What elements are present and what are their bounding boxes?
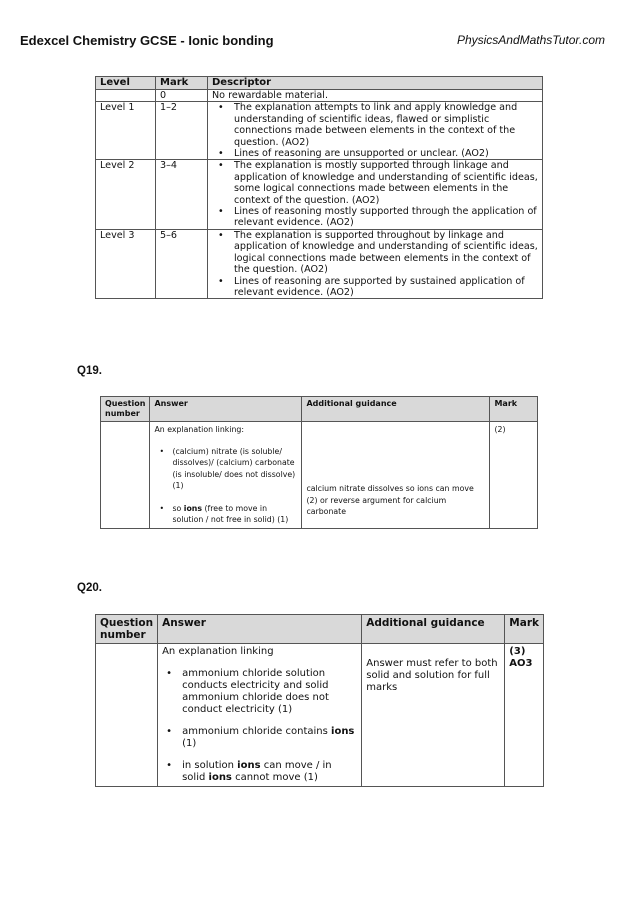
col-mark-header: Mark: [505, 615, 544, 644]
list-item: [182, 760, 357, 784]
list-item: • The explanation is mostly supported through linkage and application of knowledge and understanding of scientific ideas, some logical connections made between elements in the context of the question. (AO2): [234, 160, 538, 206]
table-row: [96, 644, 544, 787]
table-row: [96, 102, 543, 160]
table-row: [96, 229, 543, 298]
assessment-objective: AO3: [509, 658, 533, 669]
level-cell: Level 3: [96, 229, 156, 298]
site-name: PhysicsAndMathsTutor.com: [456, 33, 605, 47]
guidance-cell: [362, 644, 505, 787]
answer-text: so: [172, 503, 184, 513]
q19-label: Q19.: [77, 365, 102, 377]
table-row: [96, 90, 543, 102]
col-descriptor-header: Descriptor: [208, 77, 543, 90]
answer-keyword: ions: [237, 760, 261, 771]
answer-cell: [158, 644, 362, 787]
mark-cell: [505, 644, 544, 787]
descriptor-list: [212, 102, 538, 159]
guidance-cell: [302, 422, 490, 529]
list-item: [172, 503, 297, 526]
table-row: [101, 422, 538, 529]
answer-list: [162, 668, 357, 784]
table-header-row: [96, 615, 544, 644]
guidance-text: Answer must refer to both solid and solution for full marks: [366, 658, 498, 693]
col-guidance-header: Additional guidance: [302, 397, 490, 422]
descriptor-cell: [208, 160, 543, 229]
level-cell: [96, 90, 156, 102]
col-mark-header: Mark: [490, 397, 538, 422]
descriptor-cell: [208, 229, 543, 298]
answer-text: cannot move (1): [231, 772, 318, 783]
q20-table: [95, 614, 544, 787]
mark-cell: 0: [156, 90, 208, 102]
table-header-row: [96, 77, 543, 90]
answer-intro: An explanation linking: [162, 646, 274, 657]
col-guidance-header: Additional guidance: [362, 615, 505, 644]
mark-cell: 1–2: [156, 102, 208, 160]
list-item: • Lines of reasoning are supported by sustained application of relevant evidence. (AO2): [234, 276, 538, 299]
descriptor-list: [212, 230, 538, 298]
col-level-header: Level: [96, 77, 156, 90]
question-number-cell: [101, 422, 150, 529]
col-answer-header: Answer: [150, 397, 302, 422]
col-answer-header: Answer: [158, 615, 362, 644]
answer-keyword: ions: [208, 772, 232, 783]
mark-cell: 3–4: [156, 160, 208, 229]
answer-text: ammonium chloride contains: [182, 726, 332, 737]
descriptor-cell: [208, 102, 543, 160]
answer-text: (1): [182, 738, 197, 749]
col-question-number-header: Question number: [101, 397, 150, 422]
level-cell: Level 2: [96, 160, 156, 229]
levels-table: [95, 76, 543, 299]
guidance-text: calcium nitrate dissolves so ions can move (2) or reverse argument for calcium carbonate: [306, 484, 474, 516]
list-item: • The explanation attempts to link and apply knowledge and understanding of scientific ideas, flawed or simplistic connections made between elements in the context of the question. (AO2): [234, 102, 538, 148]
list-item: • ammonium chloride solution conducts electricity and solid ammonium chloride does not conduct electricity (1): [182, 668, 357, 716]
table-header-row: [101, 397, 538, 422]
mark-value: (2): [494, 425, 506, 434]
table-row: [96, 160, 543, 229]
answer-text: can move / in solid: [182, 760, 332, 783]
answer-keyword: ions: [183, 503, 202, 513]
col-mark-header: Mark: [156, 77, 208, 90]
mark-cell: 5–6: [156, 229, 208, 298]
q19-table: [100, 396, 538, 529]
question-number-cell: [96, 644, 158, 787]
list-item: • (calcium) nitrate (is soluble/ dissolves)/ (calcium) carbonate (is insoluble/ does not dissolve) (1): [172, 446, 297, 492]
list-item: [182, 726, 357, 750]
descriptor-cell: No rewardable material.: [208, 90, 543, 102]
level-cell: Level 1: [96, 102, 156, 160]
list-item: • The explanation is supported throughout by linkage and application of knowledge and understanding of scientific ideas, logical connections made between elements in the context of the question. (AO2): [234, 230, 538, 276]
answer-text: (free to move in solution / not free in solid) (1): [172, 503, 289, 524]
answer-cell: [150, 422, 302, 529]
mark-value: (3): [509, 646, 526, 657]
q20-label: Q20.: [77, 582, 102, 594]
col-question-number-header: Question number: [96, 615, 158, 644]
page-title: Edexcel Chemistry GCSE - Ionic bonding: [20, 33, 274, 48]
answer-intro: An explanation linking:: [154, 425, 244, 434]
answer-text: in solution: [182, 760, 238, 771]
answer-keyword: ions: [331, 726, 355, 737]
list-item: • Lines of reasoning are unsupported or unclear. (AO2): [234, 148, 538, 159]
answer-list: [154, 446, 297, 526]
descriptor-list: [212, 160, 538, 228]
list-item: • Lines of reasoning mostly supported through the application of relevant evidence. (AO2): [234, 206, 538, 229]
mark-cell: [490, 422, 538, 529]
